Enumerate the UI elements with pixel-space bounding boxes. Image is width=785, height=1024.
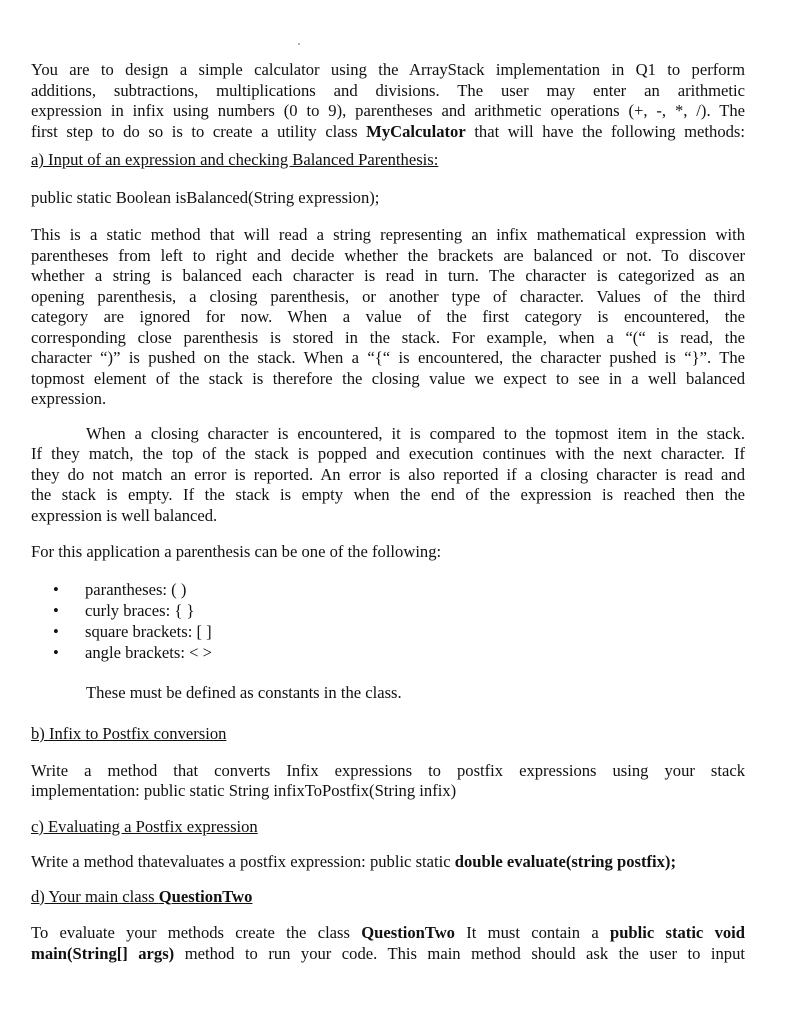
section-c-text: Write a method thatevaluates a postfix expression: public static [31,852,455,871]
paragraph-line: implementation: public static String infixToPostfix(String infix) [31,781,457,800]
section-d-heading-text: d) Your main class [31,886,159,906]
list-item [51,642,745,663]
paragraph-line: corresponding close parenthesis is stored in the stack. For example, when a “(“ is read, the [31,327,745,347]
paragraph-line: topmost element of the stack is therefore the closing value we expect to see in a well balanced [31,368,745,388]
text: To evaluate your methods create the class [31,923,362,942]
intro-line: You are to design a simple calculator using the ArrayStack implementation in Q1 to perform [31,60,745,79]
intro-line: expression in infix using numbers (0 to 9), parentheses and arithmetic operations (+, -, *, /). The [31,101,745,120]
class-name-questiontwo: QuestionTwo [361,923,455,942]
intro-line [31,122,745,143]
section-a-heading: a) Input of an expression and checking Balanced Parenthesis: [31,150,439,169]
intro-line: additions, subtractions, multiplications and divisions. The user may enter an arithmetic [31,80,745,100]
list-item-label: angle brackets: < > [85,642,212,662]
section-d-paragraph [31,923,745,964]
constants-note: These must be defined as constants in the class. [86,682,402,702]
paragraph-line: parentheses from left to right and decide whether the brackets are balanced or not. To discover [31,245,745,265]
bullet-icon: • [53,579,59,599]
bullet-icon: • [53,600,59,620]
section-d-heading [31,887,745,908]
document-body [31,60,745,964]
paragraph-line: category are ignored for now. When a value of the first category is encountered, the [31,307,745,326]
paragraph-line: they do not match an error is reported. An error is also reported if a closing character is read and [31,464,745,484]
paragraph-line: expression. [31,389,107,408]
class-name-mycalculator: MyCalculator [366,121,466,141]
paragraph-line: Write a method that converts Infix expressions to postfix expressions using your stack [31,760,745,780]
bullet-icon: • [53,621,59,641]
paragraph-line: character “)” is pushed on the stack. When a “{“ is encountered, the character pushed is “}”. The [31,348,745,367]
paragraph-line: whether a string is balanced each character is read in turn. The character is categorized as an [31,266,745,285]
paragraph-closing-character [31,424,745,527]
bullet-icon: • [53,642,59,662]
evaluate-signature: double evaluate(string postfix); [454,852,676,871]
paragraph-line [31,923,745,944]
text: It must contain a [454,923,610,942]
paragraph-line: the stack is empty. If the stack is empty when the end of the expression is reached then the [31,485,745,504]
section-c-heading: c) Evaluating a Postfix expression [31,816,258,836]
section-b-heading: b) Infix to Postfix conversion [31,724,227,743]
paragraph-line [31,944,745,965]
list-item-label: parantheses: ( ) [85,579,187,599]
class-name-questiontwo: QuestionTwo [158,886,253,906]
intro-text: first step to do so is to create a utility class [31,121,367,141]
paragraph-line: opening parenthesis, a closing parenthesis, or another type of character. Values of the third [31,286,745,306]
paragraph-line: If they match, the top of the stack is popped and execution continues with the next character. If [31,444,745,463]
intro-paragraph [31,60,745,142]
paragraph-balanced-explanation [31,225,745,410]
parenthesis-types-list [51,579,745,663]
text: method to run your code. This main method should ask the user to input [174,943,746,963]
list-item-label: curly braces: { } [85,600,195,620]
paragraph-line: When a closing character is encountered, it is compared to the topmost item in the stack. [86,423,745,443]
stray-mark [298,43,300,45]
list-item-label: square brackets: [ ] [85,621,212,641]
main-signature-part: public static void [609,923,745,942]
intro-text: that will have the following methods: [465,121,745,141]
list-item [51,579,745,600]
paragraph-line: This is a static method that will read a string representing an infix mathematical expression with [31,225,745,244]
list-item [51,600,745,621]
list-item [51,621,745,642]
section-c-paragraph [31,852,745,873]
list-intro: For this application a parenthesis can be one of the following: [31,542,442,561]
section-b-paragraph [31,761,745,802]
method-signature: public static Boolean isBalanced(String expression); [31,187,380,207]
main-signature-part: main(String[] args) [31,943,175,963]
paragraph-line: expression is well balanced. [31,505,218,525]
